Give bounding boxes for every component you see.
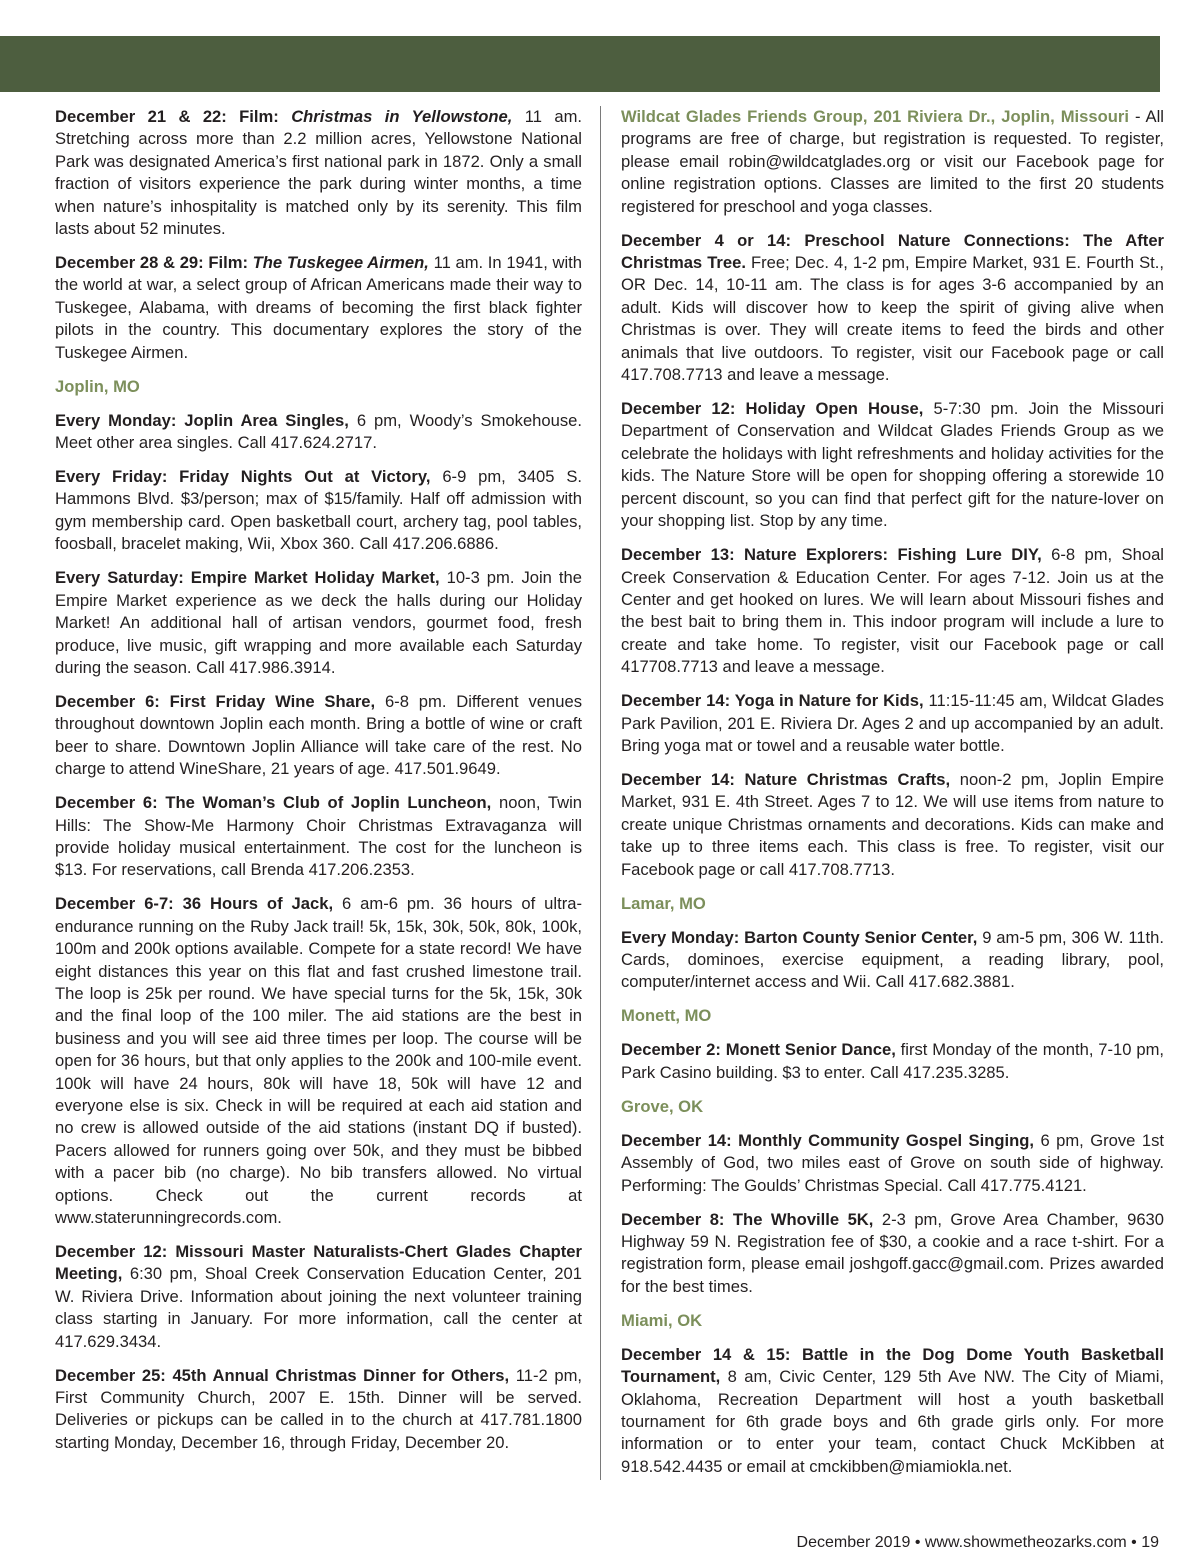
event-title: December 6: First Friday Wine Share, (55, 691, 376, 711)
event-title: December 4 or 14: Preschool Nature Connections: The After Christmas Tree. (621, 230, 1164, 273)
event-body: 6-8 pm, Shoal Creek Conservation & Education Center. For ages 7-12. Join us at the Center and get hooked on lures. We will learn about Missouri fishes and the best bait to bring them in. This indoor program will include a lure to create and take home. To register, visit our Facebook page or call 417708.7713 and leave a message. (621, 545, 1164, 677)
event-title: December 14: Monthly Community Gospel Singing, (621, 1130, 1034, 1150)
event-nature-christmas-crafts (621, 769, 1164, 881)
event-body: Free; Dec. 4, 1-2 pm, Empire Market, 931 E. Fourth St., OR Dec. 14, 10-11 am. The class is for ages 3-6 accompanied by an adult. Kids will discover how to keep the spirit of giving alive when Christmas is over. They will create items to feed the birds and other animals that live outdoors. To register, visit our Facebook page or call 417.708.7713 and leave a message. (621, 253, 1165, 385)
event-body: 11-2 pm, First Community Church, 2007 E. 15th. Dinner will be served. Deliveries or pickups can be called in to the church at 417.781.1800 starting Monday, December 16, through Friday, December 20. (55, 1365, 582, 1452)
event-body: 11 am. In 1941, with the world at war, a select group of African Americans made their way to Tuskegee, Alabama, with dreams of becoming the first black fighter pilots in the country. This documentary explores the story of the Tuskegee Airmen. (55, 253, 583, 362)
event-body: 9 am-5 pm, 306 W. 11th. Cards, dominoes, exercise equipment, a reading library, pool, computer/internet access and Wii. Call 417.682.3881. (621, 927, 1165, 992)
event-title: December 12: Missouri Master Naturalists-Chert Glades Chapter Meeting, (55, 1242, 582, 1284)
event-yoga-in-nature (621, 690, 1164, 757)
event-christmas-dinner-for-others (55, 1365, 582, 1455)
event-womans-club-luncheon (55, 792, 582, 882)
event-title: December 21 & 22: Film: (55, 107, 292, 126)
event-body: 6 am-6 pm. 36 hours of ultra-endurance running on the Ruby Jack trail! 5k, 15k, 30k, 50k, 80k, 100k, 100m and 200k options available. Compete for a state record! We have eight distances this year on this flat and fast crushed limestone trail. The loop is 25k per round. We have special turns for the 5k, 15k, 30k and the final loop of the 100 miler. The aid stations are the best in business and you will see aid three times per loop. The course will be open for 36 hours, but that only applies to the 200k and 100-mile event. 100k will have 24 hours, 80k will have 18, 50k will have 12 and everyone else is six. Check in will be required at each aid station and no crew is allowed outside of the aid stations (instant DQ if busted). Pacers allowed for runners going over 50k, and they must be bibbed with a pacer bib (no charge). No bib transfers allowed. No virtual options. Check out the current records at www.staterunningrecords.com. (55, 894, 582, 1228)
event-tuskegee-airmen (55, 252, 582, 364)
event-body: 5-7:30 pm. Join the Missouri Department of Conservation and Wildcat Glades Friends Group as we celebrate the holidays with light refreshments and holiday activities for the kids. The Nature Store will be open for shopping offering a storewide 10 percent discount, so you can find that perfect gift for the nature-lover on your shopping list. Stop by any time. (621, 399, 1164, 531)
event-barton-county-senior-center (621, 927, 1164, 994)
event-dog-dome-basketball (621, 1344, 1164, 1478)
section-heading-monett: Monett, MO (621, 1006, 712, 1026)
event-monett-senior-dance (621, 1039, 1164, 1084)
event-title: Every Monday: Joplin Area Singles, (55, 410, 349, 430)
event-body: 6-8 pm. Different venues throughout downtown Joplin each month. Bring a bottle of wine or craft beer to share. Downtown Joplin Alliance will take care of the rest. No charge to attend WineShare, 21 years of age. 417.501.9649. (55, 691, 583, 779)
event-joplin-area-singles (55, 410, 582, 455)
wildcat-glades-intro (621, 106, 1164, 218)
page-footer: December 2019 • www.showmetheozarks.com • 19 (796, 1534, 1159, 1551)
event-preschool-nature-connections (621, 230, 1164, 387)
right-column (621, 106, 1164, 1490)
event-holiday-open-house (621, 398, 1164, 532)
event-first-friday-wine-share (55, 691, 582, 781)
event-title: Every Saturday: Empire Market Holiday Market, (55, 568, 440, 588)
event-title: December 28 & 29: Film: (55, 253, 253, 273)
event-body: 10-3 pm. Join the Empire Market experience as we deck the halls during our Holiday Market! An additional hall of artisan vendors, gourmet food, fresh produce, live music, gift wrapping and more available each Saturday during the season. Call 417.986.3914. (55, 568, 582, 677)
event-fishing-lure-diy (621, 544, 1164, 678)
event-36-hours-of-jack (55, 893, 582, 1229)
event-whoville-5k (621, 1209, 1164, 1299)
event-body: 6 pm, Grove 1st Assembly of God, two miles east of Grove on south side of highway. Performing: The Goulds’ Christmas Special. Call 417.775.4121. (621, 1130, 1164, 1195)
section-heading-miami: Miami, OK (621, 1310, 703, 1330)
event-body: 6 pm, Woody’s Smokehouse. Meet other area singles. Call 417.624.2717. (55, 410, 582, 453)
event-friday-nights-out (55, 466, 582, 556)
event-title: December 14: Nature Christmas Crafts, (621, 769, 951, 789)
event-title: December 14: Yoga in Nature for Kids, (621, 691, 924, 711)
event-body: first Monday of the month, 7-10 pm, Park Casino building. $3 to enter. Call 417.235.3285. (621, 1040, 1164, 1082)
event-title: Every Friday: Friday Nights Out at Victory, (55, 467, 431, 487)
event-title: December 14 & 15: Battle in the Dog Dome Youth Basketball Tournament, (621, 1344, 1164, 1387)
event-body: 6-9 pm, 3405 S. Hammons Blvd. $3/person; max of $15/family. Half off admission with gym membership card. Open basketball court, archery tag, pool tables, foosball, bracelet making, Wii, Xbox 360. Call 417.206.6886. (55, 467, 582, 554)
section-heading-grove: Grove, OK (621, 1096, 704, 1116)
organization-description: - All programs are free of charge, but registration is requested. To register, please email robin@wildcatglades.org or visit our Facebook page for online registration options. Classes are limited to the first 20 students registered for preschool and yoga classes. (621, 107, 1164, 216)
event-title: December 13: Nature Explorers: Fishing Lure DIY, (621, 545, 1042, 565)
event-body: 2-3 pm, Grove Area Chamber, 9630 Highway 59 N. Registration fee of $30, a cookie and a race t-shirt. For a registration form, please email joshgoff.gacc@gmail.com. Prizes awarded for the best times. (621, 1209, 1164, 1296)
film-title: Christmas in Yellowstone, (291, 107, 513, 126)
event-title: December 8: The Whoville 5K, (621, 1209, 874, 1229)
event-body: 11 am. Stretching across more than 2.2 million acres, Yellowstone National Park was designated America’s first national park in 1872. Only a small fraction of visitors experience the park during winter months, a time when nature’s inhospitality is matched only by its serenity. This film lasts about 52 minutes. (55, 107, 582, 239)
event-title: December 12: Holiday Open House, (621, 399, 924, 419)
event-gospel-singing (621, 1130, 1164, 1197)
event-empire-market-holiday (55, 567, 582, 679)
event-master-naturalists-meeting (55, 1241, 582, 1353)
film-title: The Tuskegee Airmen, (252, 253, 429, 273)
event-title: December 6: The Woman’s Club of Joplin Luncheon, (55, 793, 492, 813)
event-title: December 6-7: 36 Hours of Jack, (55, 894, 334, 914)
event-body: noon, Twin Hills: The Show-Me Harmony Choir Christmas Extravaganza will provide holiday musical entertainment. The cost for the luncheon is $13. For reservations, call Brenda 417.206.2353. (55, 793, 582, 880)
event-title: Every Monday: Barton County Senior Center, (621, 927, 978, 947)
left-column (55, 106, 582, 1466)
event-body: noon-2 pm, Joplin Empire Market, 931 E. 4th Street. Ages 7 to 12. We will use items from nature to create unique Christmas ornaments and decorations. Kids can make and take up to three items each. This class is free. To register, visit our Facebook page or call 417.708.7713. (621, 769, 1164, 879)
header-banner (0, 36, 1160, 92)
event-title: December 25: 45th Annual Christmas Dinner for Others, (55, 1365, 510, 1385)
event-body: 6:30 pm, Shoal Creek Conservation Education Center, 201 W. Riviera Drive. Information about joining the next volunteer training class starting in January. For more information, call the center at 417.629.3434. (55, 1264, 582, 1351)
organization-name: Wildcat Glades Friends Group, 201 Riviera Dr., Joplin, Missouri (621, 107, 1129, 126)
event-body: 8 am, Civic Center, 129 5th Ave NW. The City of Miami, Oklahoma, Recreation Department will host a youth basketball tournament for 6th grade boys and 6th grade girls only. For more information or to enter your team, contact Chuck McKibben at 918.542.4435 or email at cmckibben@miamiokla.net. (621, 1367, 1164, 1476)
column-divider (600, 106, 601, 1480)
event-body: 11:15-11:45 am, Wildcat Glades Park Pavilion, 201 E. Riviera Dr. Ages 2 and up accompanied by an adult. Bring yoga mat or towel and a reusable water bottle. (621, 691, 1164, 755)
event-title: December 2: Monett Senior Dance, (621, 1040, 896, 1060)
section-heading-joplin: Joplin, MO (55, 376, 140, 396)
event-christmas-in-yellowstone (55, 106, 582, 240)
section-heading-lamar: Lamar, MO (621, 893, 706, 913)
